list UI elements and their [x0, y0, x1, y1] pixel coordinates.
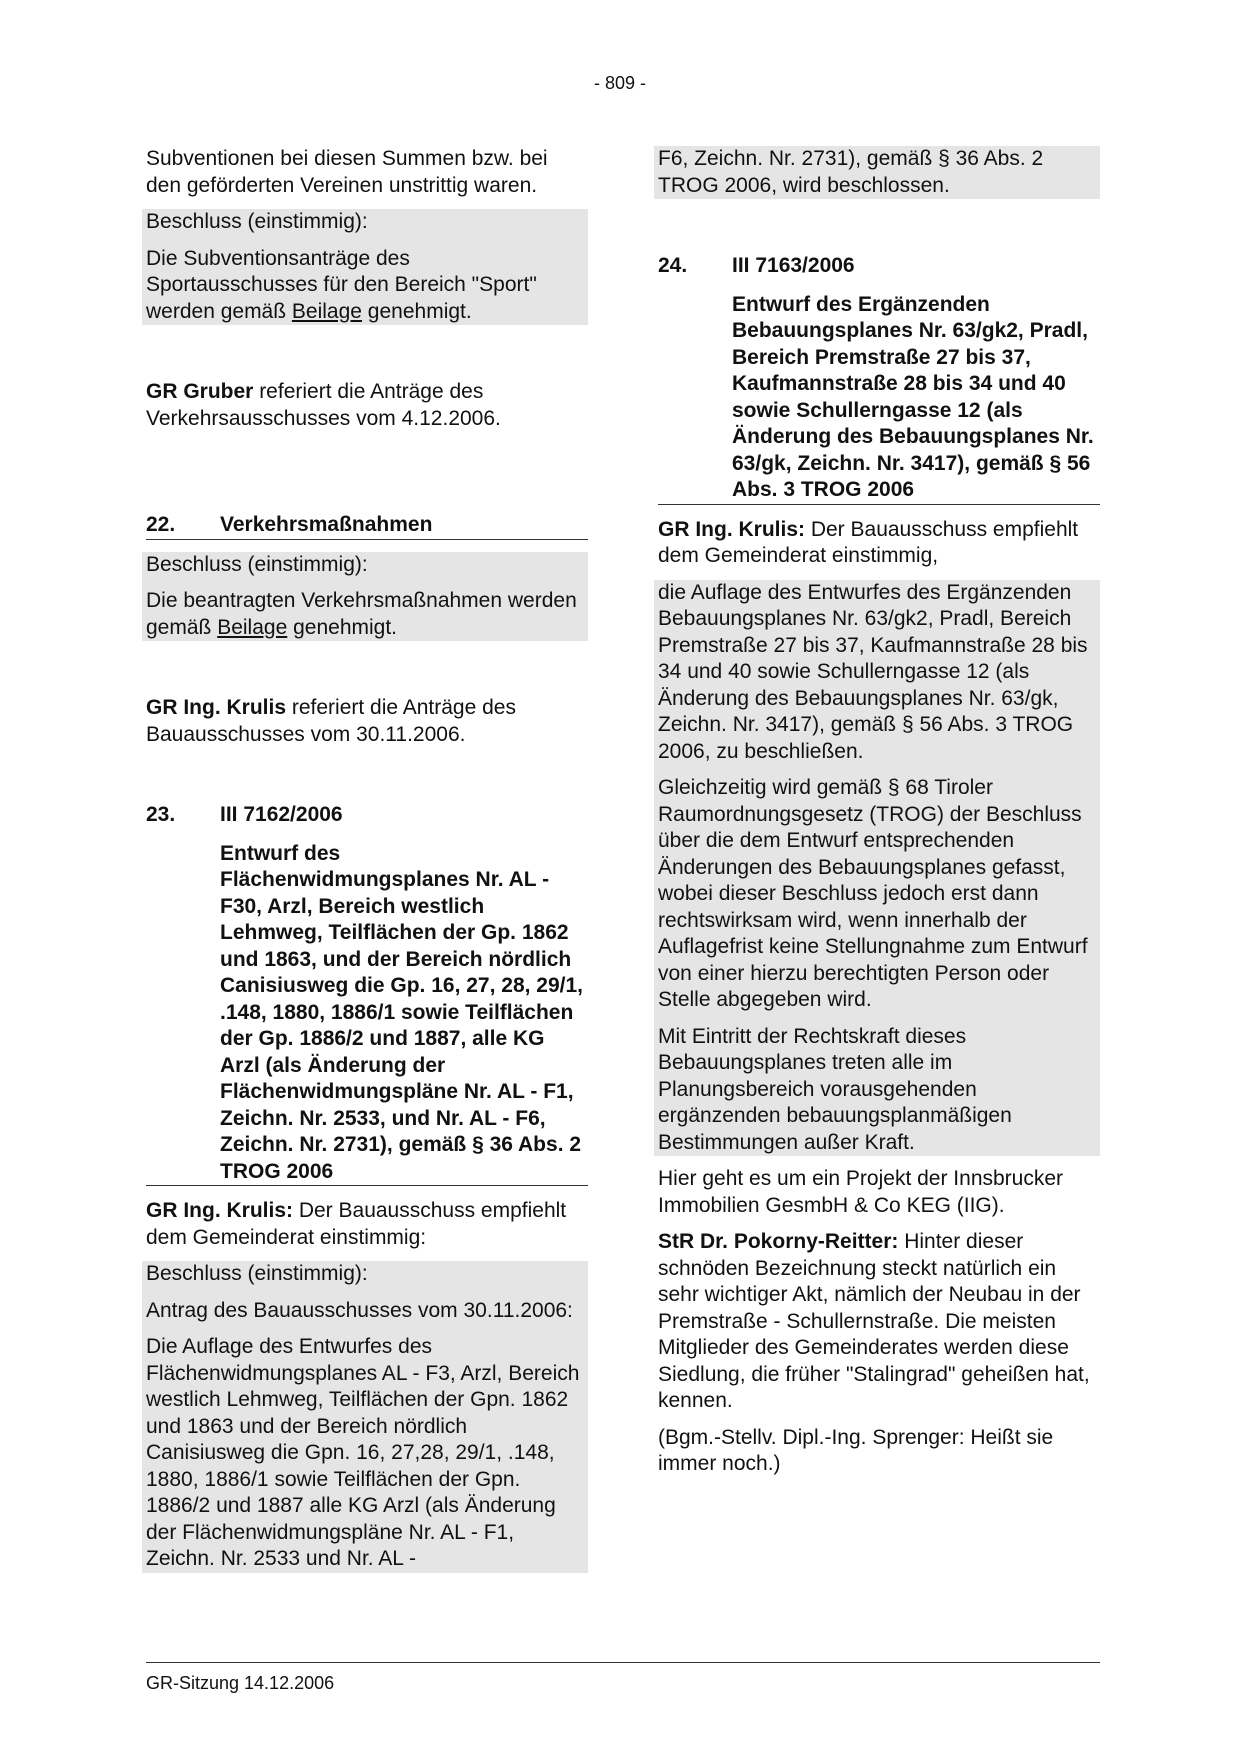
speaker-name: GR Gruber — [146, 380, 254, 403]
speaker-name: GR Ing. Krulis: — [146, 1199, 293, 1222]
sport-decision: Die Subventionsanträge des Sportausschusses für den Bereich "Sport" werden gemäß Beilage genehmigt. — [146, 246, 537, 323]
beilage-link[interactable]: Beilage — [217, 615, 288, 639]
intro-paragraph: Subventionen bei diesen Summen bzw. bei den geförderten Vereinen unstrittig waren. — [146, 147, 548, 197]
item-number: 24. — [658, 254, 688, 277]
item-title: Entwurf des Flächenwidmungsplanes Nr. AL - F30, Arzl, Bereich westlich Lehmweg, Teilflächen der Gp. 1862 und 1863, und der Bereich nördlich Canisiusweg die Gp. 16, 27, 28, 29/1, .148, 1880, 1886/1 sowie Teilflächen der Gp. 1886/2 und 1887, alle KG Arzl (als Änderung der Flächenwidmungspläne Nr. AL - F1, Zeichn. Nr. 2533, und Nr. AL - F6, Zeichn. Nr. 2731), gemäß § 36 Abs. 2 TROG 2006 — [220, 841, 583, 1183]
item-23-title-block — [146, 829, 588, 1187]
projekt-text: Hier geht es um ein Projekt der Innsbrucker Immobilien GesmbH & Co KEG (IIG). — [658, 1167, 1064, 1217]
eintritt-text: Mit Eintritt der Rechtskraft dieses Bebauungsplanes treten alle im Planungsbereich vorausgehenden ergänzenden bebauungsplanmäßigen Bestimmungen außer Kraft. — [658, 1024, 1012, 1154]
item-22-heading — [146, 512, 588, 540]
zwischenruf-text: (Bgm.-Stellv. Dipl.-Ing. Sprenger: Heißt sie immer noch.) — [658, 1425, 1054, 1475]
item-title: Entwurf des Ergänzenden Bebauungsplanes Nr. 63/gk2, Pradl, Bereich Premstraße 27 bis 37, Kaufmannstraße 28 bis 34 und 40 sowie Schullerngasse 12 (als Änderung des Bebauungsplanes Nr. 63/gk, Zeichn. Nr. 3417), gemäß § 56 Abs. 3 TROG 2006 — [732, 292, 1094, 501]
footer-divider — [146, 1662, 1100, 1663]
left-column — [146, 146, 588, 1573]
item-23-heading — [146, 802, 588, 829]
beschluss-label: Beschluss (einstimmig): — [146, 1262, 368, 1285]
page-number: - 809 - — [593, 73, 647, 93]
footer-text: GR-Sitzung 14.12.2006 — [146, 1673, 335, 1693]
krulis-statement: GR Ing. Krulis referiert die Anträge des Bauausschusses vom 30.11.2006. — [146, 696, 516, 746]
beschluss-block-flaechenwidmung — [142, 1261, 588, 1573]
auflage-text: die Auflage des Entwurfes des Ergänzenden Bebauungsplanes Nr. 63/gk2, Pradl, Bereich Premstraße 27 bis 37, Kaufmannstraße 28 bis 34 und 40 sowie Schullerngasse 12 (als Änderung des Bebauungsplanes Nr. 63/gk, Zeichn. Nr. 3417), gemäß § 56 Abs. 3 TROG 2006, zu beschließen. — [658, 580, 1088, 763]
item-title: Verkehrsmaßnahmen — [220, 513, 433, 536]
item-number: 23. — [146, 803, 176, 826]
beschluss-block-bebauung — [654, 580, 1100, 1157]
item-24-title-block — [658, 280, 1100, 505]
gruber-statement: GR Gruber referiert die Anträge des Verkehrsausschusses vom 4.12.2006. — [146, 380, 501, 430]
gleichzeitig-text: Gleichzeitig wird gemäß § 68 Tiroler Raumordnungsgesetz (TROG) der Beschluss über die dem Entwurf entsprechenden Änderungen des Bebauungsplanes gefasst, wobei dieser Beschluss jedoch erst dann rechtswirksam wird, wenn innerhalb der Auflagefrist keine Stellungnahme zum Entwurf von einer hierzu berechtigten Person oder Stelle abgegeben wird. — [658, 776, 1088, 1011]
beschluss-label: Beschluss (einstimmig): — [146, 210, 368, 233]
speaker-name: GR Ing. Krulis: — [658, 517, 805, 541]
beschluss-block-verkehr — [142, 552, 588, 642]
speaker-name: GR Ing. Krulis — [146, 696, 287, 719]
auflage-text: Die Auflage des Entwurfes des Flächenwidmungsplanes AL - F3, Arzl, Bereich westlich Lehmweg, Teilflächen der Gpn. 1862 und 1863 und der Bereich nördlich Canisiusweg die Gpn. 16, 27,28, 29/1, .148, 1880, 1886/1 sowie Teilflächen der Gpn. 1886/2 und 1887 alle KG Arzl (als Änderung der Flächenwidmungspläne Nr. AL - F1, Zeichn. Nr. 2533 und Nr. AL - — [146, 1335, 580, 1570]
beschluss-block-sport — [142, 209, 588, 325]
speaker-name: StR Dr. Pokorny-Reitter: — [658, 1230, 899, 1253]
beilage-link[interactable]: Beilage — [291, 299, 362, 323]
item-reference: III 7163/2006 — [732, 254, 855, 277]
krulis-recommendation: GR Ing. Krulis: Der Bauausschuss empfiehlt dem Gemeinderat einstimmig, — [658, 517, 1079, 567]
antrag-text: Antrag des Bauausschusses vom 30.11.2006: — [146, 1298, 573, 1322]
item-24-heading — [658, 253, 1100, 280]
item-reference: III 7162/2006 — [220, 803, 343, 826]
item-number: 22. — [146, 513, 176, 536]
beschluss-label: Beschluss (einstimmig): — [146, 552, 368, 576]
continuation-block — [654, 146, 1100, 199]
continuation-text: F6, Zeichn. Nr. 2731), gemäß § 36 Abs. 2 TROG 2006, wird beschlossen. — [658, 147, 1044, 197]
pokorny-statement: StR Dr. Pokorny-Reitter: Hinter dieser schnöden Bezeichnung steckt natürlich ein sehr wichtiger Akt, nämlich der Neubau in der Premstraße - Schullernstraße. Die meisten Mitglieder des Gemeinderates werden diese Siedlung, die früher "Stalingrad" geheißen hat, kennen. — [658, 1230, 1090, 1412]
right-column — [658, 146, 1100, 1478]
verkehr-decision: Die beantragten Verkehrsmaßnahmen werden gemäß Beilage genehmigt. — [146, 589, 577, 639]
krulis-recommendation: GR Ing. Krulis: Der Bauausschuss empfiehlt dem Gemeinderat einstimmig: — [146, 1199, 567, 1249]
